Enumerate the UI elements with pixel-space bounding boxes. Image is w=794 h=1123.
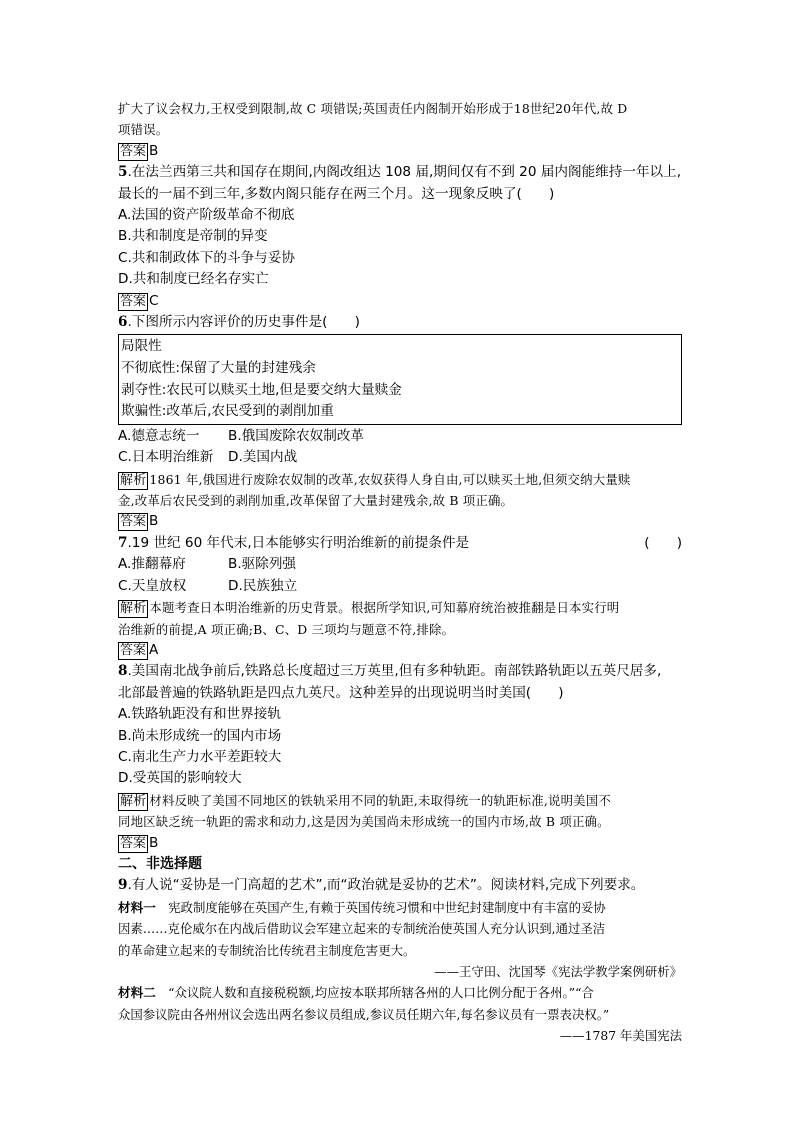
q5-option: B.共和制度是帝制的异变 xyxy=(118,228,268,245)
q5-stem: 5.在法兰西第三共和国存在期间,内阁改组达 108 届,期间仅有不到 20 届内阁能维持一年以上, xyxy=(118,164,682,181)
answer-tag: 答案 xyxy=(120,293,147,309)
document-page xyxy=(118,98,682,1047)
prev-answer: 答案 B xyxy=(120,142,159,159)
q9-material-1: 因素……克伦威尔在内战后借助议会军建立起来的专制统治使英国人充分认识到,通过圣洁 xyxy=(118,921,606,937)
box-line: 欺骗性:改革后,农民受到的剥削加重 xyxy=(121,403,334,420)
q6-options: A.德意志统一 B.俄国废除农奴制改革 xyxy=(118,427,364,444)
q9-material-1: 的革命建立起来的专制统治比传统君主制度危害更大。 xyxy=(118,942,416,958)
q8-answer: 答案 B xyxy=(120,834,159,851)
q5-option: D.共和制度已经名存实亡 xyxy=(118,271,269,288)
q9-material-1: 材料一 宪政制度能够在英国产生,有赖于英国传统习惯和中世纪封建制度中有丰富的妥协 xyxy=(118,899,606,915)
box-line: 不彻底性:保留了大量的封建残余 xyxy=(121,360,316,377)
q8-stem: 北部最普遍的铁路轨距是四点九英尺。这种差异的出现说明当时美国( ) xyxy=(118,684,564,701)
q5-answer: 答案 C xyxy=(120,292,159,309)
q7-stem: 7.19 世纪 60 年代末,日本能够实行明治维新的前提条件是 ( ) xyxy=(118,534,682,551)
answer-tag: 答案 xyxy=(120,835,147,851)
q5-option: A.法国的资产阶级革命不彻底 xyxy=(118,207,295,224)
q7-analysis: 解析 本题考查日本明治维新的历史背景。根据所学知识,可知幕府统治被推翻是日本实行明 xyxy=(120,600,620,617)
analysis-tag: 解析 xyxy=(120,793,147,809)
answer-tag: 答案 xyxy=(120,514,147,530)
q5-stem: 最长的一届不到三年,多数内阁只能存在两三个月。这一现象反映了( ) xyxy=(118,185,555,202)
q8-analysis: 解析 材料反映了美国不同地区的铁轨采用不同的轨距,未取得统一的轨距标准,说明美国不 xyxy=(120,792,611,809)
answer-tag: 答案 xyxy=(120,642,147,658)
q6-options: C.日本明治维新 D.美国内战 xyxy=(118,449,298,466)
q8-stem: 8.美国南北战争前后,铁路总长度超过三万英里,但有多种轨距。南部铁路轨距以五英尺居多, xyxy=(118,663,662,680)
q9-material-2: 材料二 “众议院人数和直接税税额,均应按本联邦所辖各州的人口比例分配于各州。”“合 xyxy=(118,985,594,1001)
q7-options: C.天皇放权 D.民族独立 xyxy=(118,577,298,594)
q5-option: C.共和制政体下的斗争与妥协 xyxy=(118,249,295,266)
q8-option: C.南北生产力水平差距较大 xyxy=(118,748,282,765)
q6-analysis: 解析 1861 年,俄国进行废除农奴制的改革,农奴获得人身自由,可以赎买土地,但须交纳大量赎 xyxy=(120,471,631,488)
q8-option: D.受英国的影响较大 xyxy=(118,770,242,787)
q7-answer: 答案 A xyxy=(120,641,159,658)
box-line: 局限性 xyxy=(121,338,162,355)
q6-stem: 6.下图所示内容评价的历史事件是( ) xyxy=(118,314,360,331)
q6-analysis: 金,改革后农民受到的剥削加重,改革保留了大量封建残余,故 B 项正确。 xyxy=(118,493,514,509)
q7-options: A.推翻幕府 B.驱除列强 xyxy=(118,556,297,573)
analysis-tag: 解析 xyxy=(120,472,147,488)
answer-tag: 答案 xyxy=(120,143,147,159)
q6-answer: 答案 B xyxy=(120,513,159,530)
prev-analysis-line: 项错误。 xyxy=(118,122,169,138)
q6-evaluation-box xyxy=(118,334,682,424)
prev-analysis-line: 扩大了议会权力,王权受到限制,故 C 项错误;英国责任内阁制开始形成于18世纪20年代,故 D xyxy=(118,101,628,116)
q7-analysis: 治维新的前提,A 项正确;B、C、D 三项均与题意不符,排除。 xyxy=(118,621,455,637)
q9-material-2: 众国参议院由各州州议会选出两名参议员组成,参议员任期六年,每名参议员有一票表决权。” xyxy=(118,1006,610,1022)
q9-stem: 9.有人说“妥协是一门高超的艺术”,而“政治就是妥协的艺术”。阅读材料,完成下列要求。 xyxy=(118,877,645,894)
analysis-tag: 解析 xyxy=(120,601,147,617)
section-heading: 二、非选择题 xyxy=(118,855,202,872)
q8-option: A.铁路轨距没有和世界接轨 xyxy=(118,706,281,723)
q8-option: B.尚未形成统一的国内市场 xyxy=(118,727,282,744)
q8-analysis: 同地区缺乏统一轨距的需求和动力,这是因为美国尚未形成统一的国内市场,故 B 项正确。 xyxy=(118,814,610,830)
q9-material-1-source: ——王守田、沈国琴《宪法学教学案例研析》 xyxy=(434,964,682,979)
q9-material-2-source: ——1787 年美国宪法 xyxy=(559,1028,682,1044)
box-line: 剥夺性:农民可以赎买土地,但是要交纳大量赎金 xyxy=(121,381,402,398)
